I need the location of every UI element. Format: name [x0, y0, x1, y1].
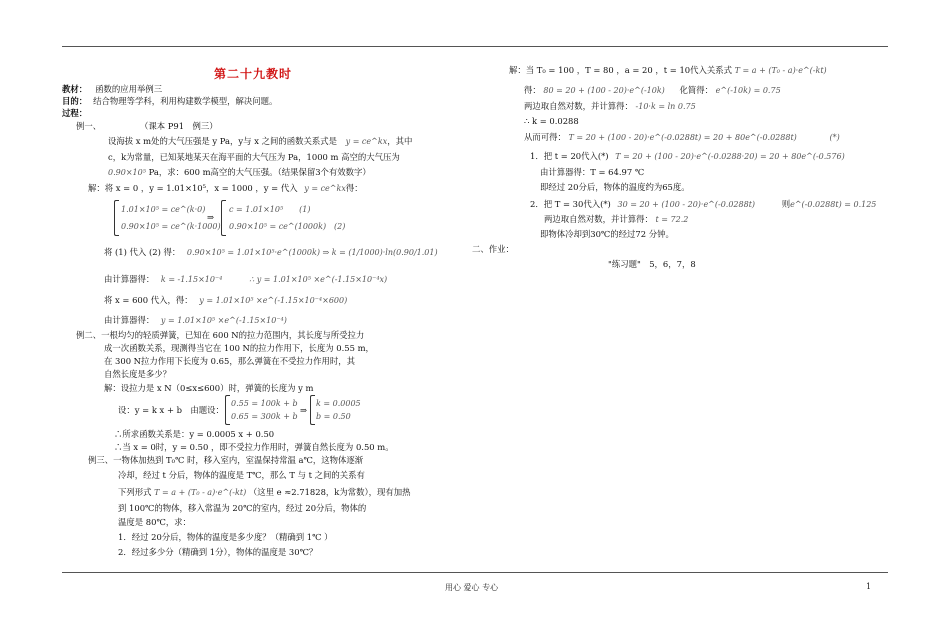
right-r5b: (*) [829, 133, 840, 142]
right-line11: 即物体冷却到30℃的经过72 分钟。 [540, 229, 674, 239]
mudi-label: 目的： [62, 96, 88, 106]
footer-motto: 用心 爱心 专心 [445, 583, 499, 592]
right-r3: 两边取自然对数，并计算得： [524, 101, 633, 111]
system2-eq2: 0.90×10⁵ = ce^(1000k) (2) [229, 222, 346, 231]
right-r10: 两边取自然对数，并计算得： [544, 214, 653, 224]
ex1-calc1-result: ∴ y = 1.01×10⁵ ×e^(-1.15×10⁻⁴x) [249, 275, 388, 284]
homework-items: "练习题" 5，6，7，8 [608, 259, 696, 269]
ex1-problem-line3 [108, 167, 371, 178]
ex1-calc1 [104, 274, 387, 285]
ex1-problem-line1 [108, 136, 412, 147]
right-line8: 即经过 20分后，物体的温度约为65度。 [540, 182, 690, 192]
right-r6-math: T = 20 + (100 - 20)·e^(-0.0288·20) = 20 + 80e^(-0.576) [615, 152, 845, 161]
ex3-line3-b: （这里 e ≈2.71828，k为常数），现有加热 [248, 487, 411, 497]
mudi-value: 结合物理等学科，利用构建数学模型，解决问题。 [93, 96, 278, 106]
system1-brace [114, 200, 119, 236]
ex1-sol1: 解：将 x = 0 ，y = 1.01×10⁵，x = 1000 ，y = 代入 [88, 183, 298, 193]
right-r2a: 得： [524, 85, 541, 95]
ex1-label: 例一、 [76, 121, 102, 131]
ex1-calc2 [104, 315, 287, 326]
right-r9-math2: e^(-0.0288t) = 0.125 [790, 200, 877, 209]
ex1-calc2-label: 由计算器得： [104, 315, 155, 325]
right-line1 [509, 65, 827, 76]
ex1-p3: Pa，求：600 m高空的大气压强。（结果保留3个有效数字） [148, 167, 371, 177]
guocheng-label: 过程： [62, 108, 88, 118]
ex1-substitute [104, 247, 438, 258]
ex2-line2: 成一次函数关系，现测得当它在 100 N的拉力作用下，长度为 0.55 m， [104, 343, 374, 353]
right-r2b: 化简得： [679, 85, 713, 95]
ex1-source: （课本 P91 例三） [140, 121, 218, 131]
right-r9-math: 30 = 20 + (100 - 20)·e^(-0.0288t) [617, 200, 756, 209]
ex1-p3-math: 0.90×10⁵ [108, 168, 146, 177]
right-line9 [530, 199, 876, 210]
ex3-line2: 冷却，经过 t 分后，物体的温度是 T℃，那么 T 与 t 之间的关系有 [118, 470, 365, 480]
ex2-sys-eq2: 0.65 = 300k + b [231, 412, 298, 421]
ex1-p2: c，k为常量，已知某地某天在海平面的大气压为 Pa，1000 m 高空的大气压为 [108, 152, 400, 162]
ex2-result-brace [310, 395, 315, 425]
right-r9a: 2．把 T = 30代入(*) [530, 199, 611, 209]
ex2-result-b: b = 0.50 [316, 412, 351, 421]
top-rule [62, 46, 888, 47]
right-r2-math: 80 = 20 + (100 - 20)·e^(-10k) [543, 86, 665, 95]
ex3-formula: T = a + (T₀ - a)·e^(-kt) [154, 488, 247, 497]
right-r3-math: -10·k = ln 0.75 [635, 102, 696, 111]
ex2-line5: 解：设拉力是 x N（0≤x≤600）时，弹簧的长度为 y m [104, 383, 314, 393]
jiaocai-line [62, 84, 162, 95]
page-number: 1 [866, 582, 872, 591]
ex2-line8: ∴当 x = 0时，y = 0.50 ，即不受拉力作用时，弹簧自然长度为 0.50 m。 [114, 442, 394, 452]
ex3-question2: 2．经过多少分（精确到 1分），物体的温度是 30℃？ [118, 547, 318, 557]
right-line3 [524, 101, 696, 112]
ex2-line6: 设：y = k x + b 由题设： [118, 405, 224, 415]
ex2-line1: 例二、一根均匀的轻质弹簧，已知在 600 N的拉力范围内，其长度与所受拉力 [76, 330, 365, 340]
right-line10 [544, 214, 688, 225]
right-line6 [530, 151, 845, 162]
right-line5 [524, 132, 840, 143]
ex2-result-k: k = 0.0005 [316, 399, 361, 408]
bottom-rule [62, 572, 888, 573]
system1-eq1: 1.01×10⁵ = ce^(k·0) [121, 205, 206, 214]
right-r1a: 解：当 T₀ = 100 ，T = 80 ，a = 20 ，t = 10代入关系式 [509, 65, 732, 75]
ex3-line5: 温度是 80℃，求： [118, 517, 191, 527]
ex1-p1-end: ，其中 [387, 136, 413, 146]
ex2-arrow: ⇒ [300, 405, 308, 415]
ex1-put-label: 将 x = 600 代入，得： [104, 295, 193, 305]
ex1-put [104, 295, 347, 306]
ex2-line3: 在 300 N拉力作用下长度为 0.65，那么弹簧在不受拉力作用时，其 [104, 356, 355, 366]
right-r5a: 从而可得： [524, 132, 566, 142]
jiaocai-label: 教材： [62, 84, 88, 94]
right-line7: 由计算器得：T = 64.97 ℃ [540, 167, 645, 177]
ex3-question1: 1．经过 20分后，物体的温度是多少度？（精确到 1℃ ） [118, 532, 333, 542]
ex2-line4: 自然长度是多少？ [104, 369, 171, 379]
ex2-system-brace [225, 395, 230, 425]
right-r5-math: T = 20 + (100 - 20)·e^(-0.0288t) = 20 + 80e^(-0.0288t) [568, 133, 797, 142]
right-r10-math: t = 72.2 [655, 215, 689, 224]
ex1-sub-label: 将 (1) 代入 (2) 得： [104, 247, 181, 257]
jiaocai-value: 函数的应用举例三 [95, 84, 163, 94]
right-r2-math2: e^(-10k) = 0.75 [715, 86, 781, 95]
ex3-line3 [118, 487, 411, 498]
ex1-put-math: y = 1.01×10⁵ ×e^(-1.15×10⁻⁴×600) [199, 296, 348, 305]
ex1-p1: 设海拔 x m处的大气压强是 y Pa，y与 x 之间的函数关系式是 [108, 136, 337, 146]
ex1-solution-line1 [88, 183, 363, 194]
ex1-sub-math: 0.90×10⁵ = 1.01×10⁵·e^(1000k) ⇒ k = (1/1000)·ln(0.90/1.01) [186, 248, 438, 257]
right-r6a: 1．把 t = 20代入(*) [530, 151, 609, 161]
ex1-calc1-label: 由计算器得： [104, 274, 155, 284]
ex1-sol1-end: 得： [345, 183, 363, 193]
right-line4: ∴ k = 0.0288 [524, 116, 579, 126]
ex1-sol1-math: y = ce^kx [304, 184, 346, 193]
right-r9b: 则 [781, 199, 791, 209]
right-line2 [524, 85, 781, 96]
system2-brace [221, 200, 226, 236]
implies-arrow: ⇒ [207, 212, 215, 222]
ex3-line4: 到 100℃的物体，移入常温为 20℃的室内，经过 20分后，物体的 [118, 503, 367, 513]
ex1-calc1-math: k = -1.15×10⁻⁴ [160, 275, 223, 284]
system2-eq1: c = 1.01×10⁵ (1) [229, 205, 311, 214]
homework-heading: 二、作业： [472, 244, 514, 254]
ex2-line7: ∴所求函数关系是：y = 0.0005 x + 0.50 [114, 429, 275, 439]
mudi-line [62, 96, 277, 107]
page-title: 第二十九教时 [214, 67, 293, 81]
ex3-line3-a: 下列形式 [118, 487, 152, 497]
ex1-p1-math: y = ce^kx [345, 137, 388, 146]
system1-eq2: 0.90×10⁵ = ce^(k·1000) [121, 222, 221, 231]
ex3-line1: 例三、一物体加热到 T₀℃ 时，移入室内，室温保持常温 a℃，这物体逐渐 [88, 455, 364, 465]
ex1-calc2-math: y = 1.01×10⁵ ×e^(-1.15×10⁻⁴) [160, 316, 287, 325]
right-r1-math: T = a + (T₀ - a)·e^(-kt) [734, 66, 827, 75]
ex2-sys-eq1: 0.55 = 100k + b [231, 399, 298, 408]
